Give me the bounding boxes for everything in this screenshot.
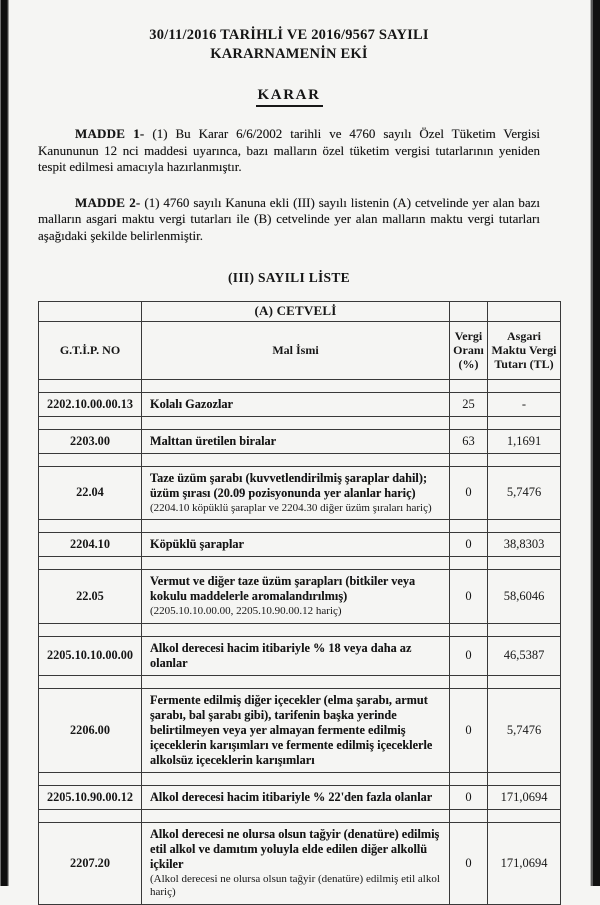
spacer-cell [488,453,561,466]
list-title: (III) SAYILI LİSTE [228,269,350,285]
gtip-no: 2206.00 [39,688,142,772]
decision-heading-wrap [38,86,540,107]
decision-heading: KARAR [256,87,323,107]
gtip-no: 22.05 [39,570,142,624]
asgari-maktu-value: 38,8303 [488,533,561,557]
table-row [39,429,561,453]
schedule-empty-cell [39,301,142,321]
spacer-row [39,809,561,822]
spacer-cell [450,772,488,785]
gtip-no: 2207.20 [39,822,142,904]
asgari-maktu-value: 46,5387 [488,636,561,675]
gtip-no: 2205.10.10.00.00 [39,636,142,675]
table-row [39,785,561,809]
asgari-maktu-value: 5,7476 [488,466,561,520]
mal-ismi-cell [142,822,450,904]
mal-ismi-cell [142,636,450,675]
mal-ismi-text: Kolalı Gazozlar [150,396,233,411]
spacer-cell [450,520,488,533]
spacer-row [39,379,561,392]
spacer-cell [450,379,488,392]
spacer-row [39,623,561,636]
spacer-cell [450,675,488,688]
document-title [38,26,540,64]
spacer-cell [39,675,142,688]
schedule-title: (A) CETVELİ [142,301,450,321]
spacer-cell [39,453,142,466]
mal-ismi-text: Taze üzüm şarabı (kuvvetlendirilmiş şaraplar dahil); üzüm şırası (20.09 pozisyonunda yer alanlar hariç) [150,470,428,500]
gtip-no: 2205.10.90.00.12 [39,785,142,809]
mal-ismi-note: (2204.10 köpüklü şaraplar ve 2204.30 diğer üzüm şıraları hariç) [150,501,432,514]
spacer-cell [39,416,142,429]
article-2 [38,195,540,245]
gtip-no: 22.04 [39,466,142,520]
mal-ismi-text: Fermente edilmiş diğer içecekler (elma şarabı, armut şarabı, bal şarabı gibi), tarifenin başka yerinde belirtilmeyen veya yer almayan fermente edilmiş içeceklerin karışımları ve fermente edilmiş içeceklerle alkolsüz içeceklerin karışımları [150,692,433,767]
col-header-vergi-orani: Vergi Oranı (%) [450,321,488,379]
gtip-no: 2203.00 [39,429,142,453]
spacer-cell [488,675,561,688]
gtip-no: 2204.10 [39,533,142,557]
col-header-asgari-maktu: Asgari Maktu Vergi Tutarı (TL) [488,321,561,379]
spacer-cell [488,379,561,392]
spacer-cell [488,809,561,822]
article-2-text: (1) 4760 sayılı Kanuna ekli (III) sayılı listenin (A) cetvelinde yer alan bazı malların asgari maktu vergi tutarları ile (B) cetvelinde yer alan malların maktu vergi tutarları aşağıdaki şekilde belirlenmiştir. [38,194,540,243]
spacer-cell [450,416,488,429]
mal-ismi-cell [142,570,450,624]
table-row [39,688,561,772]
document-page [9,0,570,899]
spacer-cell [142,416,450,429]
mal-ismi-text: Vermut ve diğer taze üzüm şarapları (bitkiler veya kokulu maddelerle aromalandırılmış) [150,574,416,604]
spacer-cell [39,772,142,785]
spacer-cell [39,520,142,533]
schedule-empty-cell [488,301,561,321]
spacer-cell [39,809,142,822]
article-1-text: (1) Bu Karar 6/6/2002 tarihli ve 4760 sayılı Özel Tüketim Vergisi Kanununun 12 nci maddesi uyarınca, bazı malların özel tüketim vergisi tutarlarının yeniden tespit edilmesi amacıyla hazırlanmıştır. [38,126,540,175]
mal-ismi-cell [142,429,450,453]
mal-ismi-note: (2205.10.10.00.00, 2205.10.90.00.12 hariç) [150,605,342,618]
spacer-row [39,557,561,570]
document-title-line1: 30/11/2016 TARİHLİ VE 2016/9567 SAYILI [149,27,429,43]
spacer-cell [488,520,561,533]
vergi-orani-value: 0 [450,785,488,809]
document-title-line2: KARARNAMENİN EKİ [210,46,368,62]
vergi-orani-value: 63 [450,429,488,453]
spacer-cell [142,623,450,636]
vergi-orani-value: 0 [450,822,488,904]
mal-ismi-note: (Alkol derecesi ne olursa olsun tağyir (denatüre) edilmiş etil alkol hariç) [150,872,440,899]
spacer-cell [39,557,142,570]
spacer-row [39,772,561,785]
vergi-orani-value: 0 [450,466,488,520]
spacer-cell [142,379,450,392]
spacer-cell [488,557,561,570]
gtip-no: 2202.10.00.00.13 [39,392,142,416]
table-header-row [39,321,561,379]
mal-ismi-text: Alkol derecesi ne olursa olsun tağyir (denatüre) edilmiş etil alkol ve damıtım yoluyla elde edilen diğer alkollü içkiler [150,826,440,871]
asgari-maktu-value: 171,0694 [488,822,561,904]
spacer-cell [488,772,561,785]
asgari-maktu-value: 58,6046 [488,570,561,624]
scan-border-left [0,0,9,886]
mal-ismi-cell [142,688,450,772]
spacer-cell [39,623,142,636]
vergi-orani-value: 0 [450,688,488,772]
mal-ismi-text: Alkol derecesi hacim itibariyle % 22'den fazla olanlar [150,789,433,804]
table-row [39,533,561,557]
spacer-row [39,675,561,688]
article-1-label: MADDE 1- [75,126,145,141]
spacer-cell [450,453,488,466]
spacer-cell [39,379,142,392]
spacer-cell [488,416,561,429]
asgari-maktu-value: 171,0694 [488,785,561,809]
col-header-gtip: G.T.İ.P. NO [39,321,142,379]
spacer-cell [142,809,450,822]
vergi-orani-value: 0 [450,636,488,675]
spacer-row [39,520,561,533]
mal-ismi-cell [142,533,450,557]
spacer-cell [142,520,450,533]
schedule-row [39,301,561,321]
mal-ismi-cell [142,785,450,809]
spacer-cell [142,675,450,688]
spacer-cell [488,623,561,636]
spacer-row [39,416,561,429]
mal-ismi-cell [142,466,450,520]
spacer-cell [450,623,488,636]
mal-ismi-cell [142,392,450,416]
table-row [39,822,561,904]
table-row [39,392,561,416]
mal-ismi-text: Alkol derecesi hacim itibariyle % 18 veya daha az olanlar [150,640,412,670]
asgari-maktu-value: 1,1691 [488,429,561,453]
table-row [39,636,561,675]
spacer-cell [142,772,450,785]
spacer-row [39,453,561,466]
col-header-mal-ismi: Mal İsmi [142,321,450,379]
article-1 [38,126,540,176]
mal-ismi-text: Köpüklü şaraplar [150,537,244,552]
asgari-maktu-value: 5,7476 [488,688,561,772]
table-row [39,570,561,624]
table-row [39,466,561,520]
asgari-maktu-value: - [488,392,561,416]
vergi-orani-value: 25 [450,392,488,416]
article-2-label: MADDE 2- [75,194,141,210]
mal-ismi-text: Malttan üretilen biralar [150,433,277,448]
vergi-orani-value: 0 [450,533,488,557]
scan-border-right [590,0,600,886]
vergi-orani-value: 0 [450,570,488,624]
spacer-cell [142,453,450,466]
spacer-cell [450,557,488,570]
schedule-empty-cell [450,301,488,321]
spacer-cell [142,557,450,570]
tax-table [38,301,561,905]
spacer-cell [450,809,488,822]
